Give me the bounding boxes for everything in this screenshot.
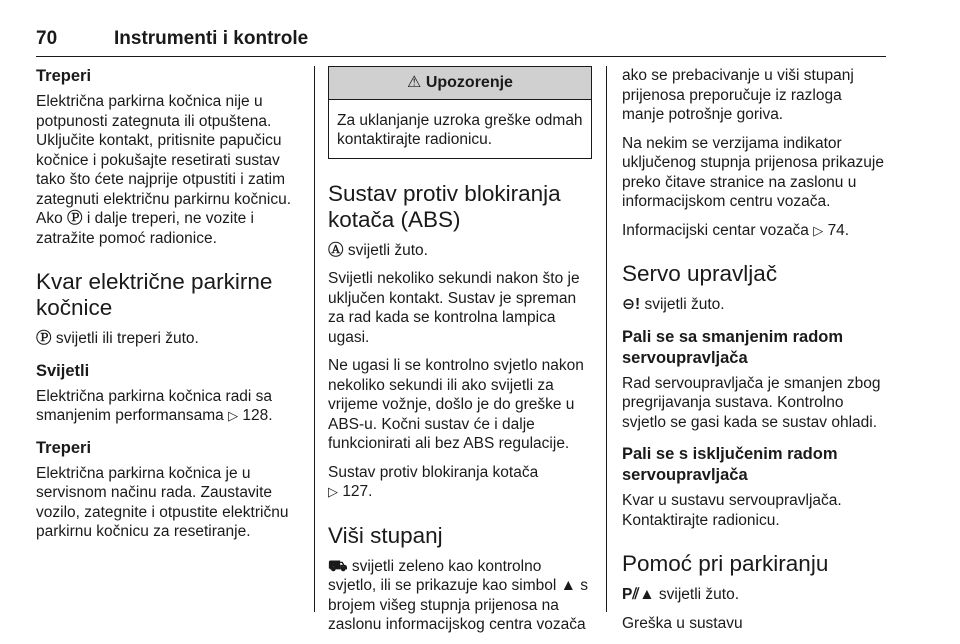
section-title-servo: Servo upravljač — [622, 261, 778, 286]
paragraph-kvar — [36, 329, 298, 349]
subheading-servo-off: Pali se s isključenim radom servoupravljača — [622, 445, 838, 484]
text: Informacijski centar vozača — [622, 221, 809, 239]
paragraph-abs-2: Ne ugasi li se kontrolno svjetlo nakon nekoliko sekundi ili ako svijetli za vrijeme vožnje, došlo je do greške u ABS-u. Kočni sustav će i dalje funkcionirati ali bez ABS regulacije. — [328, 357, 584, 452]
text: s brojem višeg stupnja prijenosa na zaslonu informacijskog centra vozača — [328, 577, 589, 633]
paragraph-treperi-2: Električna parkirna kočnica je u servisnom načinu rada. Zaustavite vozilo, zategnite i otpustite električnu parkirnu kočnicu za resetiranje. — [36, 464, 289, 540]
text: svijetli žuto. — [347, 241, 428, 259]
column-divider-1 — [314, 66, 315, 612]
parking-brake-fault-icon: Ⓟ — [36, 330, 52, 347]
shift-up-icon: ⛟ — [328, 557, 348, 575]
paragraph-abs-1: Svijetli nekoliko sekundi nakon što je uključen kontakt. Sustav je spreman za rad kada se kontrolna lampica ugasi. — [328, 270, 580, 346]
warning-title: Upozorenje — [425, 74, 513, 91]
section-title-parking-assist: Pomoć pri parkiranju — [622, 551, 829, 576]
warning-header — [329, 67, 591, 100]
column-3 — [622, 66, 888, 642]
page-number: 70 — [36, 28, 58, 49]
page-title: Instrumenti i kontrole — [114, 28, 309, 49]
paragraph-treperi — [36, 92, 298, 248]
paragraph-abs-status — [328, 241, 592, 261]
text: svijetli zeleno kao kontrolno svjetlo, ili se prikazuje kao simbol — [328, 557, 557, 594]
parking-assist-icon: P⫽▲ — [622, 586, 655, 603]
page-ref-arrow-icon: ▷ — [228, 408, 239, 423]
abs-icon: Ⓐ — [328, 241, 344, 259]
warning-text: Za uklanjanje uzroka greške odmah kontaktirajte radionicu. — [337, 111, 583, 148]
page-ref: 127. — [342, 483, 373, 500]
text: Sustav protiv blokiranja kotača — [328, 463, 539, 481]
paragraph-park-1: Greška u sustavu — [622, 614, 743, 632]
subheading-treperi: Treperi — [36, 67, 92, 85]
page-ref: 74. — [827, 221, 850, 239]
subheading-treperi-2: Treperi — [36, 438, 92, 457]
page-ref-arrow-icon: ▷ — [328, 484, 338, 499]
paragraph-visi-cont: ako se prebacivanje u viši stupanj prijenosa preporučuje iz razloga manje potrošnje goriva. — [622, 67, 854, 123]
column-2 — [328, 66, 592, 644]
section-title-kvar: Kvar električne parkirne kočnice — [36, 269, 273, 320]
power-steering-icon: ⊖! — [622, 296, 641, 313]
subheading-svijetli: Svijetli — [36, 361, 90, 380]
text: i dalje treperi, ne vozite i zatražite pomoć radionice. — [36, 210, 254, 247]
paragraph-visi — [328, 557, 592, 635]
warning-icon: ⚠ — [407, 74, 422, 91]
text: svijetli žuto. — [644, 296, 725, 313]
text: Električna parkirna kočnica radi sa smanjenim performansama — [36, 387, 273, 424]
paragraph-servo-status — [622, 295, 888, 315]
paragraph-servo-reduced: Rad servoupravljača je smanjen zbog pregrijavanja sustava. Kontrolno svjetlo se gasi kada se sustav ohladi. — [622, 374, 881, 431]
subheading-servo-reduced: Pali se sa smanjenim radom servoupravljača — [622, 327, 844, 367]
text: svijetli ili treperi žuto. — [55, 330, 199, 347]
paragraph-servo-off: Kvar u sustavu servoupravljača. Kontaktirajte radionicu. — [622, 492, 842, 529]
paragraph-abs-3 — [328, 463, 592, 502]
upshift-triangle-icon: ▲ — [560, 577, 576, 594]
text: Električna parkirna kočnica nije u potpunosti zategnuta ili otpuštena. Uključite kontakt, pritisnite papučicu kočnice i pokušajte resetirati sustav tako što ćete najprije otpustiti i zatim zategnuti električnu parkirnu kočnicu. Ako — [36, 93, 292, 227]
page-ref-arrow-icon: ▷ — [813, 222, 824, 238]
paragraph-visi-3 — [622, 221, 888, 241]
section-title-visi-stupanj: Viši stupanj — [328, 522, 443, 548]
section-title-abs: Sustav protiv blokiranja kotača (ABS) — [328, 180, 561, 232]
text: svijetli žuto. — [658, 586, 740, 603]
column-divider-2 — [606, 66, 607, 612]
column-1 — [36, 66, 298, 551]
parking-brake-icon: Ⓟ — [67, 210, 83, 227]
paragraph-svijetli — [36, 387, 298, 426]
paragraph-visi-2: Na nekim se verzijama indikator uključenog stupnja prijenosa prikazuje preko čitave stranice na zaslonu u informacijskom centru vozača. — [622, 134, 884, 210]
page-ref: 128. — [242, 407, 273, 424]
page-header — [36, 26, 886, 57]
paragraph-park-status — [622, 585, 888, 605]
warning-box — [328, 66, 592, 159]
